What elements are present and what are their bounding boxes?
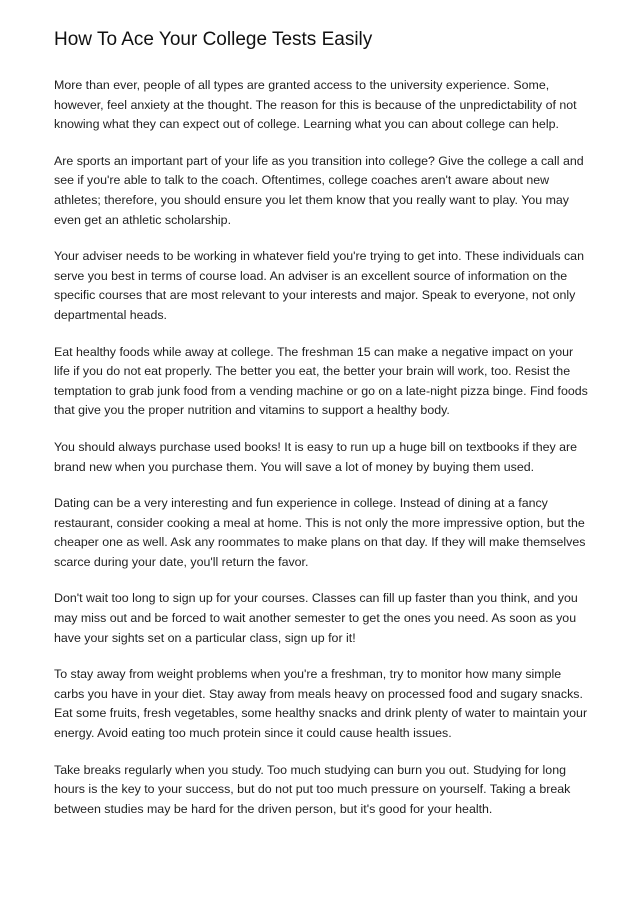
paragraph-healthy-foods: Eat healthy foods while away at college. The freshman 15 can make a negative impact on your life if you do not eat properly. The better you eat, the better your brain will work, too. Resist the temptation to grab junk food from a vending machine or go on a late-night pizza binge. Find foods that give you the proper nutrition and vitamins to support a healthy body.	[54, 344, 588, 418]
paragraph-sports: Are sports an important part of your life as you transition into college? Give the college a call and see if you're able to talk to the coach. Oftentimes, college coaches aren't aware about new athletes; therefore, you should ensure you let them know that you really want to play. You may even get an athletic scholarship.	[54, 153, 584, 227]
paragraph-dating: Dating can be a very interesting and fun experience in college. Instead of dining at a fancy restaurant, consider cooking a meal at home. This is not only the more impressive option, but the cheaper one as well. Ask any roommates to make plans on that day. If they will make themselves scarce during your date, you'll return the favor.	[54, 496, 586, 569]
paragraph-breaks: Take breaks regularly when you study. Too much studying can burn you out. Studying for long hours is the key to your success, but do not put too much pressure on yourself. Taking a break between studies may be hard for the driven person, but it's good for your health.	[54, 762, 571, 816]
document-page	[54, 28, 590, 836]
paragraph-weight: To stay away from weight problems when you're a freshman, try to monitor how many simple carbs you have in your diet. Stay away from meals heavy on processed food and sugary snacks. Eat some fruits, fresh vegetables, some healthy snacks and drink plenty of water to maintain your energy. Avoid eating too much protein since it could cause health issues.	[54, 667, 588, 741]
paragraph-adviser: Your adviser needs to be working in whatever field you're trying to get into. These individuals can serve you best in terms of course load. An adviser is an excellent source of information on the specific courses that are most relevant to your interests and major. Speak to everyone, not only departmental heads.	[54, 249, 584, 322]
paragraph-sign-up: Don't wait too long to sign up for your courses. Classes can fill up faster than you think, and you may miss out and be forced to wait another semester to get the ones you need. As soon as you have your sights set on a particular class, sign up for it!	[54, 591, 578, 645]
paragraph-used-books: You should always purchase used books! It is easy to run up a huge bill on textbooks if they are brand new when you purchase them. You will save a lot of money by buying them used.	[54, 439, 578, 474]
document-title: How To Ace Your College Tests Easily	[54, 29, 373, 50]
paragraph-intro: More than ever, people of all types are granted access to the university experience. Some, however, feel anxiety at the thought. The reason for this is because of the unpredictability of not knowing what they can expect out of college. Learning what you can about college can help.	[54, 78, 577, 132]
